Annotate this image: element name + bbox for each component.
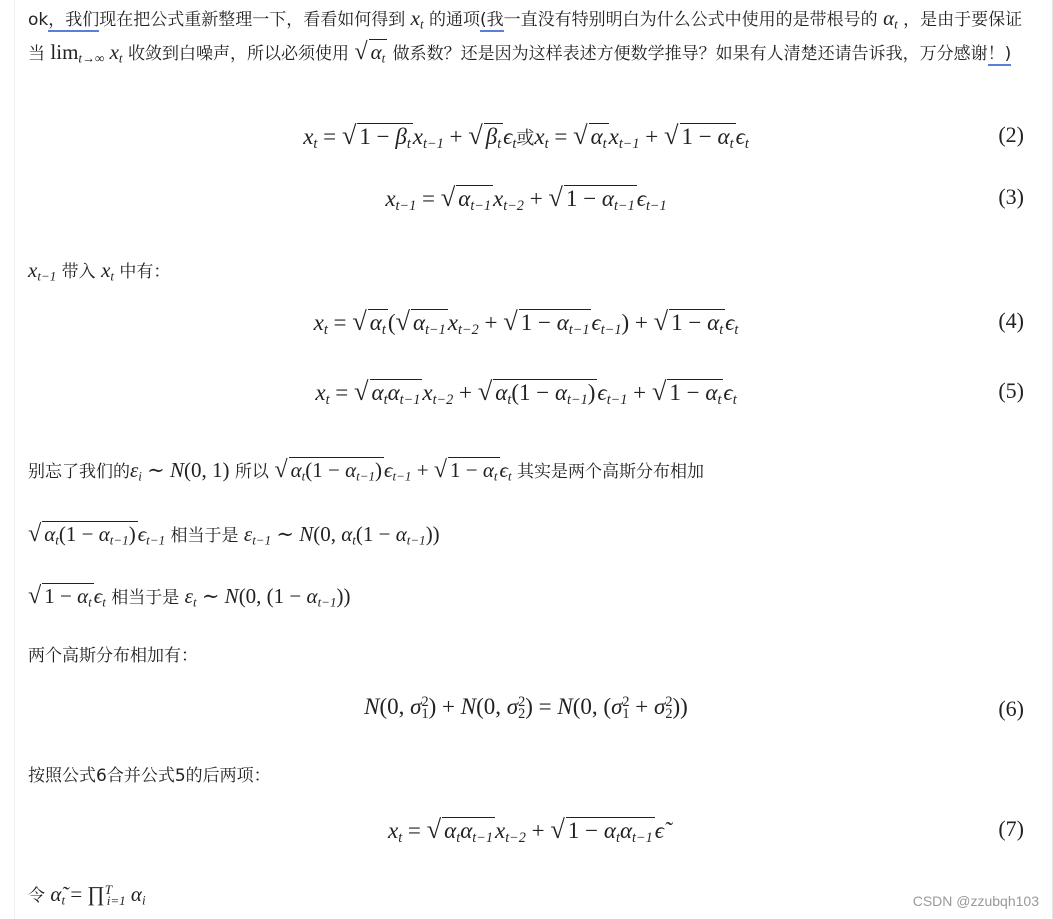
equation-5: $x_t$ = √ $\alpha_t\alpha_{t-1}x_{t-2}$ + √ $\alpha_t(1 - \alpha_{t-1})\epsilon_{t-1}$ + √ $1 - \alpha_t\epsilon_t$ (5) — [315, 376, 1024, 408]
paragraph-merge: 按照公式6合并公式5的后两项： — [28, 766, 271, 786]
equation-number: (3) — [998, 184, 1024, 209]
math-limit: $\lim_{t\to\infty} x_t$ — [50, 40, 123, 66]
math-sqrt-alpha-t: √ $\alpha_t$ — [354, 38, 386, 66]
paragraph-two-gaussians: 两个高斯分布相加有： — [28, 646, 198, 666]
intro-paragraph: ok，我们现在把公式重新整理一下，看看如何得到 $x_t$ 的通项(我一直没有特别明白为什么公式中使用的是带根号的 $\alpha_t$ ，是由于要保证当 $\lim_{t\to\infty} x_t$ 收敛到白噪声，所以必须使用 √ $\alpha_t$ 做系数？还是因为这样表述方便数学推导？如果有人清楚还请告诉我，万分感谢！) — [28, 6, 1023, 66]
underlined-text: ，我们 — [48, 10, 100, 30]
equation-number: (6) — [998, 696, 1024, 721]
equation-6: N(0, $\sigma^2_1) + N(0$, $\sigma^2_2) = N(0$, $(\sigma^2_1 + \sigma^2_2)$) (6) — [364, 694, 1024, 722]
math-xt: $x_t$ — [410, 6, 424, 32]
paragraph-equivalent-1: √ $\alpha_t(1 - \alpha_{t-1})\epsilon_{t-1}$ 相当于是 $\varepsilon_{t-1}$ ∼ N(0, $\alpha_t(1 - \alpha_{t-1})$) — [28, 520, 440, 548]
paragraph-dont-forget: 别忘了我们的$\varepsilon_i$ ∼ N(0, 1) 所以 √ $\alpha_t(1 - \alpha_{t-1})\epsilon_{t-1}$ + √ $1 - \alpha_t\epsilon_t$ 其实是两个高斯分布相加 — [28, 456, 705, 484]
page-left-border — [14, 0, 15, 919]
paragraph-substitute: $x_{t-1}$ 带入 $x_t$ 中有： — [28, 258, 171, 284]
paragraph-let: 令 $\alphã_t$ = ∏$^T_{i=1}$ $\alpha_i$ — [28, 881, 146, 908]
equation-number: (5) — [998, 378, 1024, 403]
underlined-text: ！) — [987, 44, 1012, 64]
equation-number: (7) — [998, 816, 1024, 841]
equation-number: (4) — [998, 308, 1024, 333]
equation-3: $x_{t-1}$ = √ $\alpha_{t-1}x_{t-2}$ + √ $1 - \alpha_{t-1}\epsilon_{t-1}$ (3) — [385, 182, 1024, 214]
equation-7: $x_t$ = √ $\alpha_t\alpha_{t-1}x_{t-2}$ + √ $1 - \alpha_t\alpha_{t-1}\epsiloñ$ (7) — [387, 814, 1024, 846]
csdn-watermark: CSDN @zzubqh103 — [912, 893, 1039, 909]
paragraph-equivalent-2: √ $1 - \alpha_t\epsilon_t$ 相当于是 $\varepsilon_t$ ∼ N(0, $(1 - \alpha_{t-1})$) — [28, 582, 351, 610]
underlined-text: (我 — [480, 10, 504, 30]
equation-4: $x_t$ = √ $\alpha_t(√$ $\alpha_{t-1}x_{t-2}$ + √ $1 - \alpha_{t-1}\epsilon_{t-1}$) + √ $1 - \alpha_t\epsilon_t$ (4) — [313, 306, 1024, 338]
math-alpha-t: $\alpha_t$ — [883, 6, 898, 32]
equation-number: (2) — [998, 122, 1024, 147]
equation-2: $x_t$ = √ $1 - \beta_tx_{t-1}$ + √ $\beta_t\epsilon_t$或$x_t$ = √ $\alpha_tx_{t-1}$ + √ $1 - \alpha_t\epsilon_t$ (2) — [303, 120, 1024, 152]
